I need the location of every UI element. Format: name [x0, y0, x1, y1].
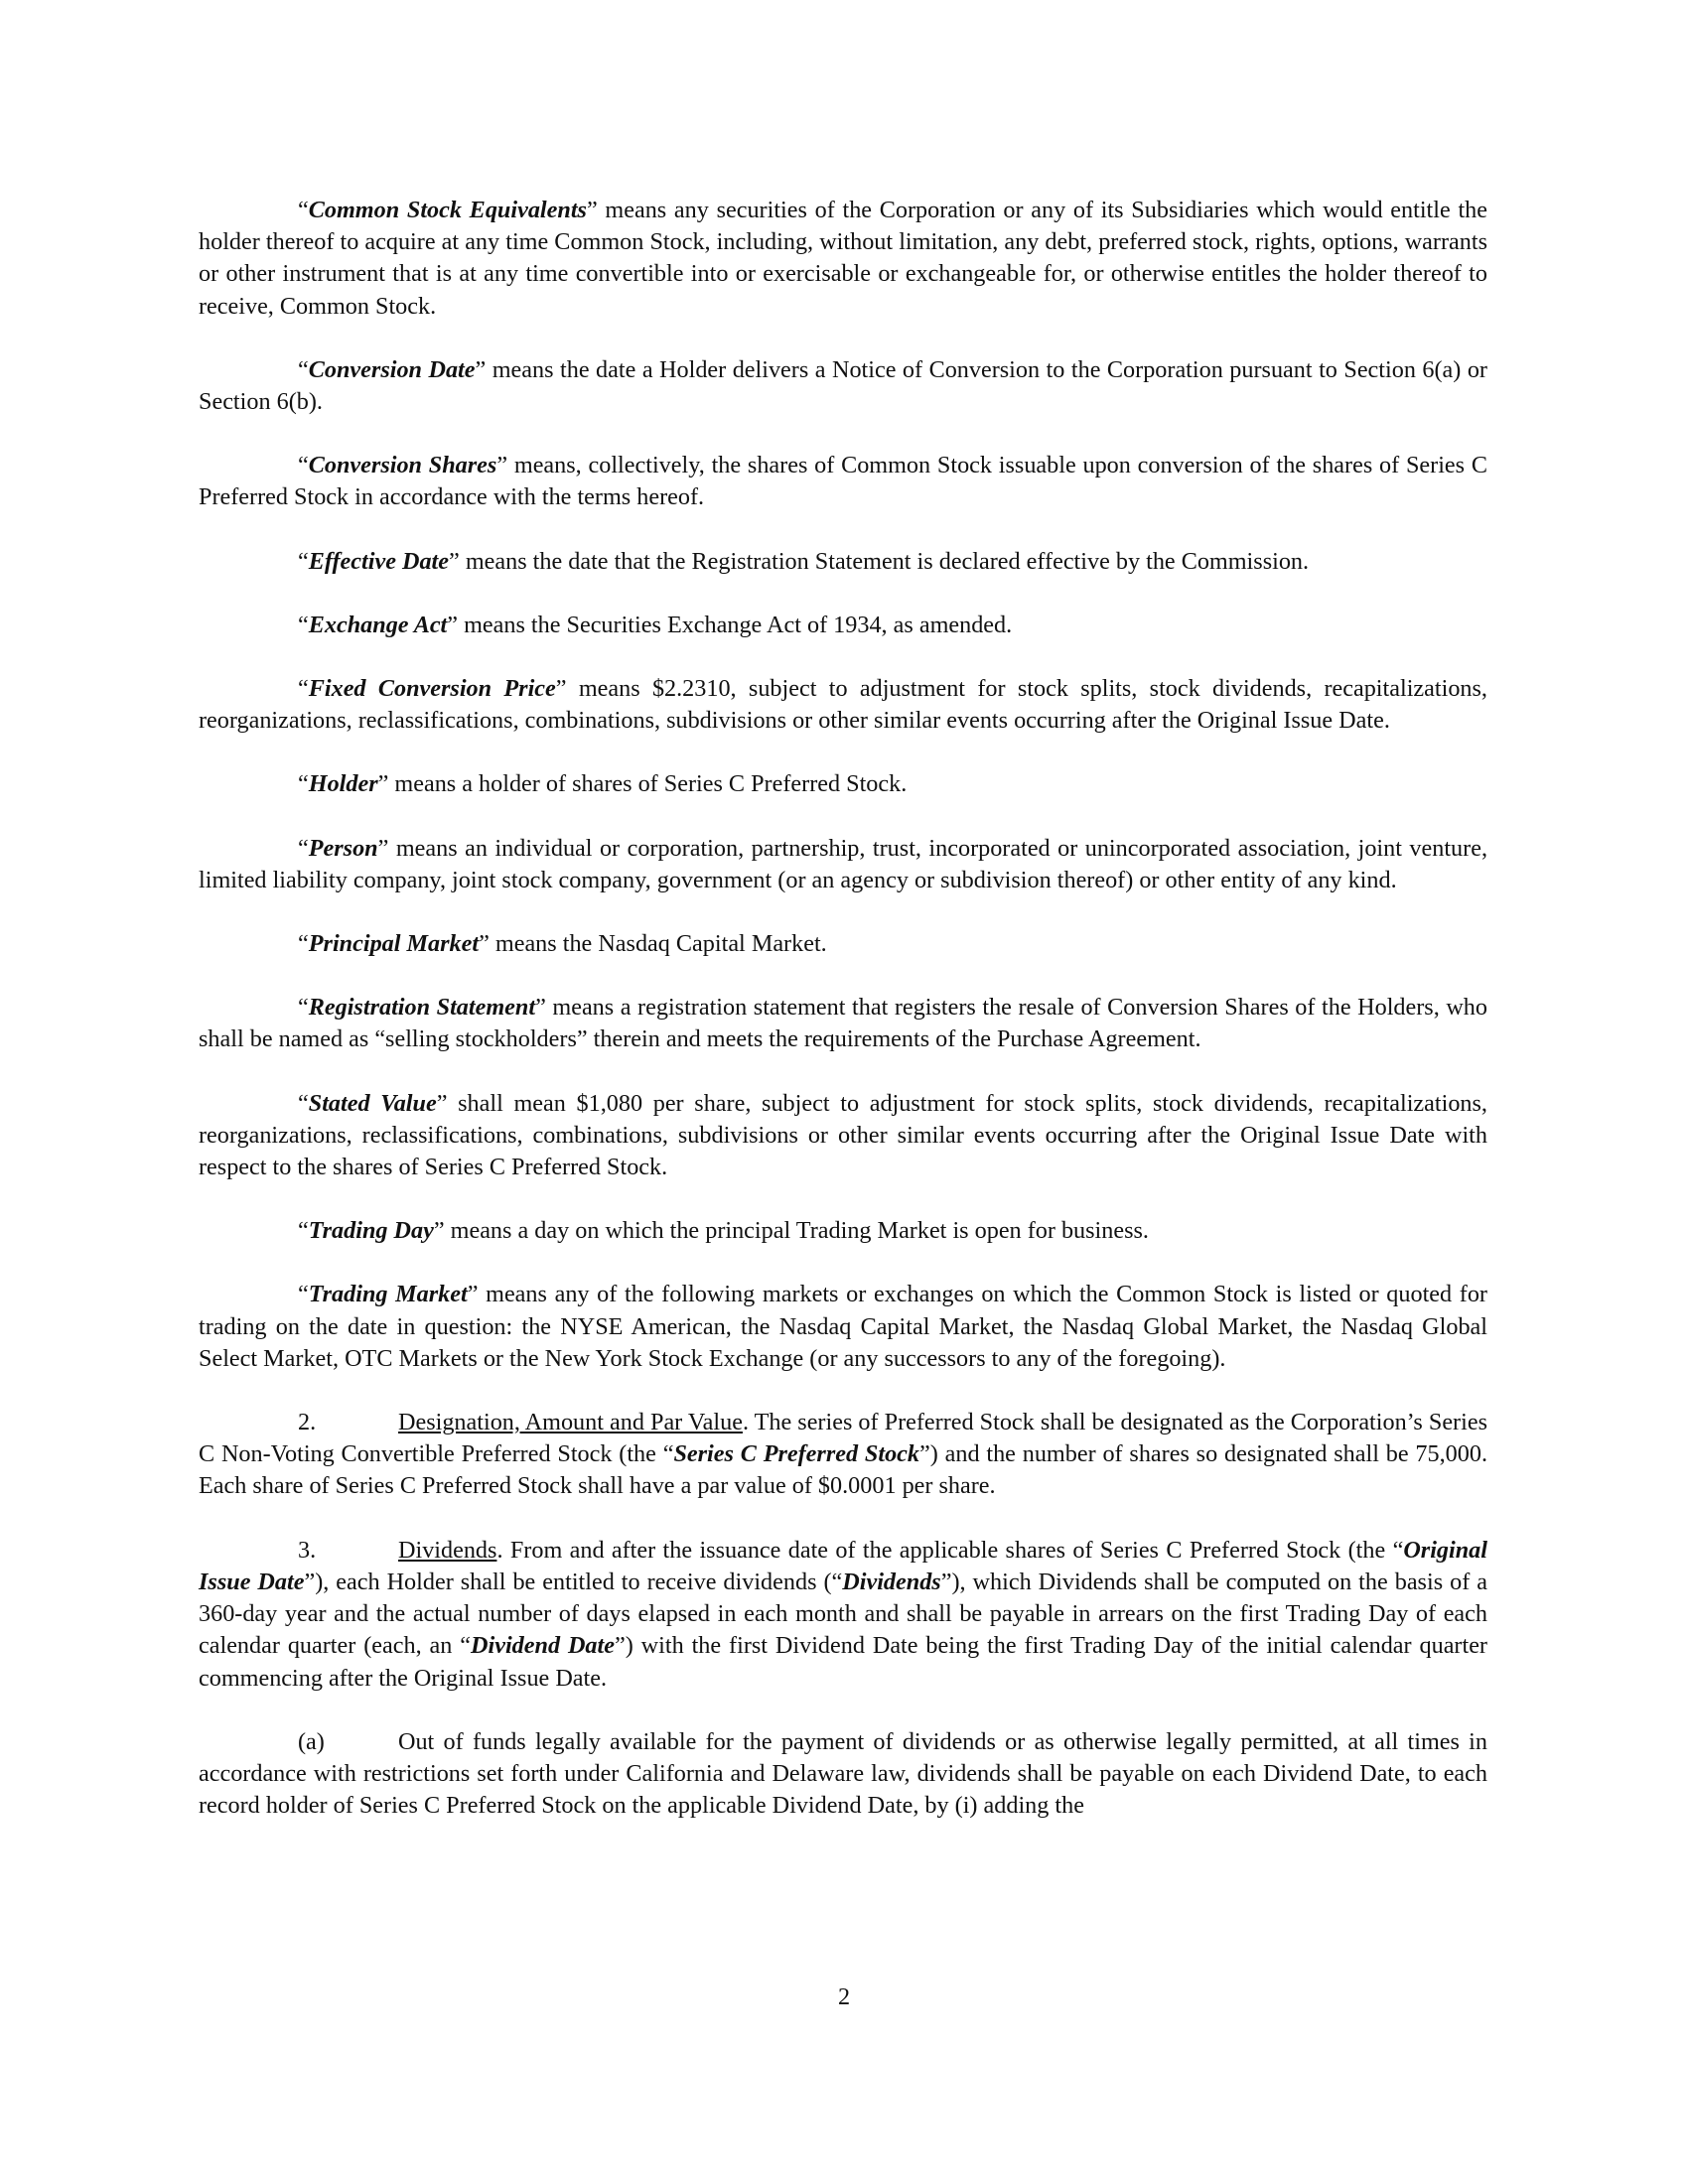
defined-term: Stated Value [308, 1089, 437, 1117]
section-3-dividends: 3. Dividends. From and after the issuance date of the applicable shares of Series C Preferred Stock (the “Original Issue Date”), each Holder shall be entitled to receive dividends (“Dividends”), which Dividends shall be computed on the basis of a 360-day year and the actual number of days elapsed in each month and shall be payable in arrears on the first Trading Day of each calendar quarter (each, an “Dividend Date”) with the first Dividend Date being the first Trading Day of the initial calendar quarter commencing after the Original Issue Date. [199, 1536, 1487, 1692]
section-title: Dividends [398, 1536, 497, 1564]
defined-term: Registration Statement [308, 994, 536, 1022]
section-3a-payment: (a) Out of funds legally available for the payment of dividends or as otherwise legally permitted, at all times in accordance with restrictions set forth under California and Delaware law, dividends shall be payable on each Dividend Date, to each record holder of Series C Preferred Stock on the applicable Dividend Date, by (i) adding the [199, 1727, 1487, 1820]
definition-holder: “Holder” means a holder of shares of Series C Preferred Stock. [298, 770, 908, 798]
defined-term: Common Stock Equivalents [308, 197, 587, 223]
defined-term: Dividends [842, 1568, 941, 1595]
definition-stated-value: “Stated Value” shall mean $1,080 per share, subject to adjustment for stock splits, stock dividends, recapitalizations, reorganizations, reclassifications, combinations, subdivisions or other similar events occurring after the Original Issue Date with respect to the shares of Series C Preferred Stock. [199, 1089, 1487, 1181]
defined-term: Effective Date [308, 547, 450, 575]
definition-exchange-act: “Exchange Act” means the Securities Exchange Act of 1934, as amended. [298, 611, 1013, 638]
defined-term: Series C Preferred Stock [673, 1440, 919, 1468]
defined-term: Holder [308, 770, 378, 798]
defined-term: Conversion Date [308, 355, 476, 383]
section-2-designation: 2. Designation, Amount and Par Value. The series of Preferred Stock shall be designated as the Corporation’s Series C Non-Voting Convertible Preferred Stock (the “Series C Preferred Stock”) and the number of shares so designated shall be 75,000. Each share of Series C Preferred Stock shall have a par value of $0.0001 per share. [199, 1409, 1487, 1500]
section-title: Designation, Amount and Par Value [398, 1409, 743, 1436]
section-number: 2. [298, 1409, 317, 1436]
page-number: 2 [837, 1983, 851, 2010]
definition-conversion-date: “Conversion Date” means the date a Holder delivers a Notice of Conversion to the Corporation pursuant to Section 6(a) or Section 6(b). [199, 355, 1487, 416]
defined-term: Conversion Shares [308, 452, 497, 479]
definition-principal-market: “Principal Market” means the Nasdaq Capital Market. [298, 930, 827, 958]
section-number: 3. [298, 1536, 317, 1564]
defined-term: Principal Market [308, 930, 480, 958]
defined-term: Person [308, 834, 378, 862]
definition-person: “Person” means an individual or corporation, partnership, trust, incorporated or unincorporated association, joint venture, limited liability company, joint stock company, government (or an agency or subdivision thereof) or other entity of any kind. [199, 834, 1487, 893]
definition-registration-statement: “Registration Statement” means a registration statement that registers the resale of Conversion Shares of the Holders, who shall be named as “selling stockholders” therein and meets the requirements of the Purchase Agreement. [199, 994, 1487, 1053]
defined-term: Exchange Act [308, 611, 448, 638]
definition-common-stock-equivalents: “Common Stock Equivalents” means any securities of the Corporation or any of its Subsidiaries which would entitle the holder thereof to acquire at any time Common Stock, including, without limitation, any debt, preferred stock, rights, options, warrants or other instrument that is at any time convertible into or exercisable or exchangeable for, or otherwise entitles the holder thereof to receive, Common Stock. [199, 197, 1488, 320]
definition-trading-market: “Trading Market” means any of the following markets or exchanges on which the Common Stock is listed or quoted for trading on the date in question: the NYSE American, the Nasdaq Capital Market, the Nasdaq Global Market, the Nasdaq Global Select Market, OTC Markets or the New York Stock Exchange (or any successors to any of the foregoing). [199, 1281, 1487, 1372]
defined-term: Original Issue Date [199, 1536, 1487, 1595]
defined-term: Dividend Date [471, 1632, 615, 1660]
definition-conversion-shares: “Conversion Shares” means, collectively, the shares of Common Stock issuable upon conversion of the shares of Series C Preferred Stock in accordance with the terms hereof. [199, 452, 1487, 511]
defined-term: Trading Market [308, 1281, 468, 1308]
definition-fixed-conversion-price: “Fixed Conversion Price” means $2.2310, subject to adjustment for stock splits, stock dividends, recapitalizations, reorganizations, reclassifications, combinations, subdivisions or other similar events occurring after the Original Issue Date. [199, 675, 1487, 735]
defined-term: Fixed Conversion Price [308, 675, 556, 703]
defined-term: Trading Day [308, 1217, 434, 1245]
definition-effective-date: “Effective Date” means the date that the Registration Statement is declared effective by the Commission. [298, 547, 1310, 575]
document-body [199, 195, 1487, 1853]
subsection-number: (a) [298, 1727, 325, 1755]
definition-trading-day: “Trading Day” means a day on which the principal Trading Market is open for business. [298, 1217, 1149, 1245]
